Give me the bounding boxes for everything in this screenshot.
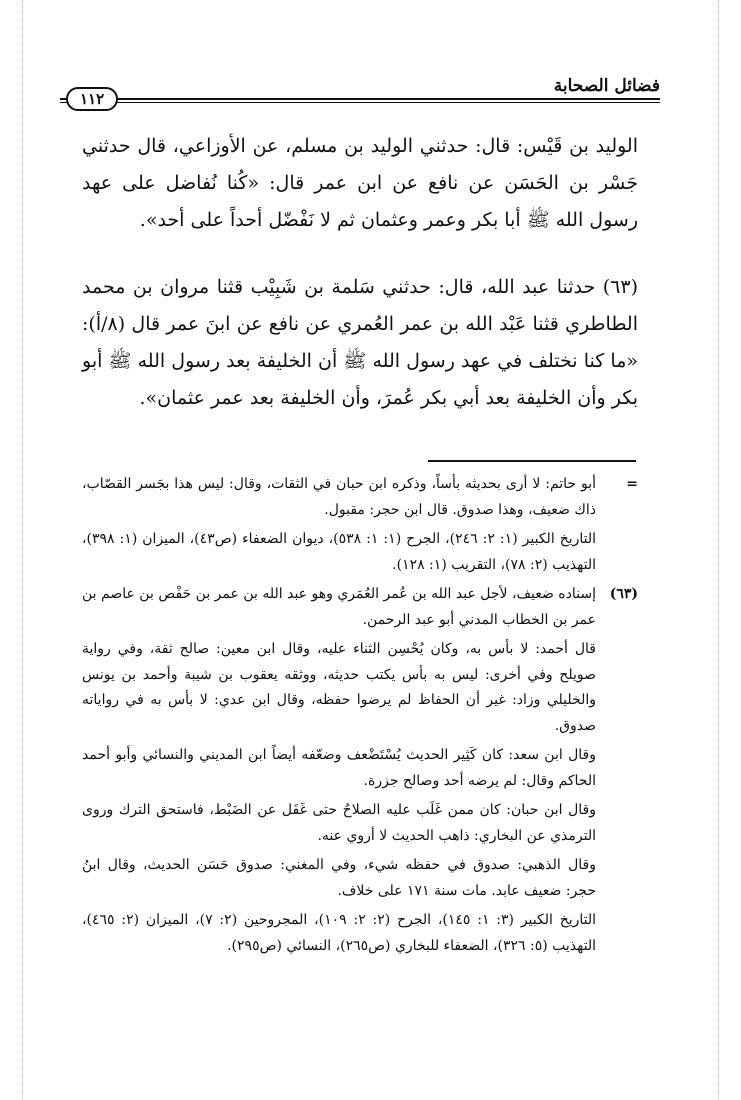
- footnote-paragraph: وقال الذهبي: صدوق في حفظه شيء، وفي المغني: صدوق حَسَن الحديث، وقال ابنُ حجر: ضعيف عابد. مات سنة ١٧١ على خلاف.: [82, 857, 596, 899]
- footnote-63: [82, 582, 638, 633]
- page-number: ١١٢: [66, 87, 118, 111]
- footnote-refs: التاريخ الكبير (٣: ١: ١٤٥)، الجرح (٢: ٢: ١٠٩)، المجروحين (٢: ٧)، الميزان (٢: ٤٦٥)، التهذيب (٥: ٣٢٦)، الضعفاء للبخاري (ص٢٦٥)، النسائي (ص٢٩٥).: [82, 912, 597, 954]
- footnote-paragraph: وقال ابن حبان: كان ممن غَلَب عليه الصلاحُ حتى غَفَل عن الضَبْط، فاستحق الترك وروى الترمذي عن البخاري: ذاهب الحديث لا أروي عنه.: [82, 802, 596, 844]
- footnote-paragraph: قال أحمد: لا بأس به، وكان يُحْسِن الثناء عليه، وقال ابن معين: صالح ثقة، وفي رواية صويلح وفي أخرى: ليس به بأس يكتب حديثه، ووثقه يعقوب بن شيبة وأحمد بن يونس والخليلي وزاد: غير أن الحفاظ لم يرضوا حفظه، وقال ابن عدي: لا بأس به في رواياته صدوق.: [82, 641, 596, 734]
- page-title: فضائل الصحابة: [553, 76, 660, 96]
- header-rule-thin: [60, 102, 660, 103]
- main-text: [82, 128, 638, 417]
- binding-dotted-line: [718, 0, 719, 1100]
- footnote-continuation: [82, 472, 638, 523]
- binding-dotted-line: [22, 0, 23, 1100]
- footnote-separator: [428, 460, 636, 462]
- main-paragraph: الوليد بن قَيْس: قال: حدثني الوليد بن مسلم، عن الأوزاعي، قال حدثني جَسْر بن الحَسَن عن نافع عن ابن عمر قال: «كُنا نُفاضل على عهد رسول الله ﷺ أبا بكر وعمر وعثمان ثم لا نَفْضّل أحداً على أحد».: [82, 135, 638, 231]
- footnote-refs: التاريخ الكبير (١: ٢: ٢٤٦)، الجرح (١: ١: ٥٣٨)، ديوان الضعفاء (ص٤٣)، الميزان (١: ٣٩٨)، التهذيب (٢: ٧٨)، التقريب (١: ١٢٨).: [82, 531, 597, 573]
- main-paragraph: (٦٣) حدثنا عبد الله، قال: حدثني سَلمة بن شَبِيْب قثنا مروان بن محمد الطاطري قثنا عَبْد الله بن عمر العُمري عن نافع عن ابنَ عمر قال (٨/أ): «ما كنا نختلف في عهد رسول الله ﷺ أن الخليفة بعد رسول الله ﷺ أبو بكر وأن الخليفة بعد أبي بكر عُمرَ، وأن الخليفة بعد عمر عثمان».: [82, 276, 638, 409]
- running-header: [60, 72, 660, 112]
- footnotes: [82, 472, 638, 963]
- footnote-text: أبو حاتم: لا أرى بحديثه بأساً، وذكره ابن حبان في الثقات، وقال: ليس هذا بجَسر القصّاب، ذاك ضعيف، وهذا صدوق. قال ابن حجر: مقبول.: [82, 476, 596, 518]
- footnote-paragraph: وقال ابن سعد: كان كَثِير الحديث يُسْتَضْعف وضعّفه أيضاً ابن المديني والنسائي وأبو أحمد الحاكم وقال: لم يرضه أحد وصالح جزرة.: [82, 747, 596, 789]
- header-rule: [60, 98, 660, 100]
- footnote-text: إسناده ضعيف، لأجل عبد الله بن عُمر العُمَري وهو عبد الله بن عمر بن حَفْص بن عاصم بن عمر بن الخطاب المدني أبو عبد الرحمن.: [82, 586, 596, 628]
- footnote-marker: (٦٣): [609, 586, 638, 602]
- footnote-marker: =: [626, 476, 638, 492]
